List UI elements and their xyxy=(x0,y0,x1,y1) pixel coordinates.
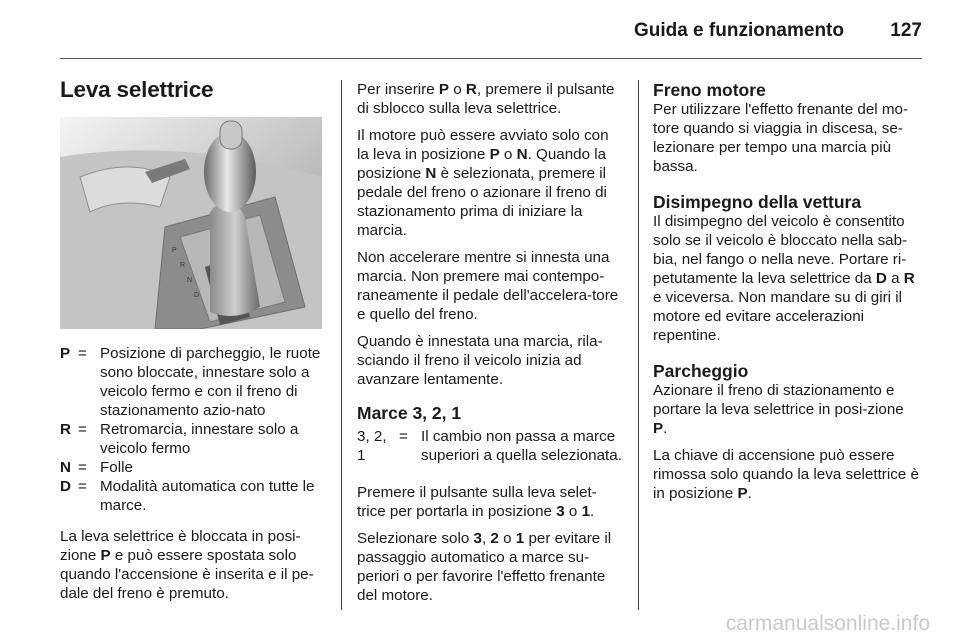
paragraph: Azionare il freno di stazionamento e portare la leva selettrice in posi-zione P. xyxy=(653,382,904,437)
column-1 xyxy=(60,74,324,611)
definition-text: Folle xyxy=(100,459,133,476)
svg-text:N: N xyxy=(187,277,193,284)
definition-equals: = xyxy=(78,459,87,476)
svg-text:D: D xyxy=(194,292,200,299)
definition-key: N xyxy=(60,459,71,476)
paragraph: Premere il pulsante sulla leva selet-trice per portarla in posizione 3 o 1. xyxy=(357,484,597,520)
subsection-heading: Parcheggio xyxy=(653,361,749,381)
paragraph: Non accelerare mentre si innesta una marcia. Non premere mai contempo-raneamente il pedale dell'accelera-tore e quello del freno. xyxy=(357,249,619,323)
watermark: carmanualsonline.info xyxy=(725,612,930,635)
paragraph: Per utilizzare l'effetto frenante del mo-tore quando si viaggia in discesa, se-lezionare per tempo una marcia più bassa. xyxy=(653,101,909,175)
definition-key: 3, 2, 1 xyxy=(357,428,387,464)
page-number: 127 xyxy=(890,20,922,41)
subsection-heading: Marce 3, 2, 1 xyxy=(357,403,462,423)
paragraph: La chiave di accensione può essere rimossa solo quando la leva selettrice è in posizione P. xyxy=(653,447,919,502)
definition-row xyxy=(60,344,324,420)
definition-row xyxy=(60,420,324,458)
svg-text:R: R xyxy=(180,262,186,269)
paragraph: Il disimpegno del veicolo è consentito solo se il veicolo è bloccato nella sab-bia, nel fango o nella neve. Portare ri-petutamente la leva selettrice da D a R e viceversa. Non mandare su di giri il motore ed evitare accelerazioni repentine. xyxy=(653,213,915,344)
column-divider xyxy=(341,80,342,610)
definition-row xyxy=(60,477,324,515)
definition-key: D xyxy=(60,478,71,495)
paragraph: Quando è innestata una marcia, rila-sciando il freno il veicolo inizia ad avanzare lentamente. xyxy=(357,333,603,388)
header-title: Guida e funzionamento xyxy=(633,20,844,41)
definition-equals: = xyxy=(78,421,87,438)
definition-equals: = xyxy=(399,428,408,445)
paragraph: Selezionare solo 3, 2 o 1 per evitare il passaggio automatico a marce su-periori o per favorire l'effetto frenante del motore. xyxy=(357,530,612,604)
subsection-heading: Freno motore xyxy=(653,80,766,100)
column-3 xyxy=(653,80,921,511)
definition-row xyxy=(60,458,324,477)
definition-row xyxy=(357,427,623,465)
definition-text: Posizione di parcheggio, le ruote sono bloccate, innestare solo a veicolo fermo e con il freno di stazionamento azio-nato xyxy=(100,345,321,419)
paragraph: La leva selettrice è bloccata in posi-zione P e può essere spostata solo quando l'accensione è inserita e il pe-dale del freno è premuto. xyxy=(60,528,314,602)
definition-key: P xyxy=(60,345,71,362)
gear-selector-illustration xyxy=(60,117,322,329)
definition-text: Il cambio non passa a marce superiori a quella selezionata. xyxy=(421,428,622,464)
svg-text:P: P xyxy=(172,247,177,254)
definition-key: R xyxy=(60,421,71,438)
column-2 xyxy=(357,80,623,613)
subsection-heading: Disimpegno della vettura xyxy=(653,192,862,212)
paragraph: Il motore può essere avviato solo con la leva in posizione P o N. Quando la posizione N è selezionata, premere il pedale del freno o azionare il freno di stazionamento prima di iniziare la marcia. xyxy=(357,127,609,239)
column-divider xyxy=(638,80,639,610)
definition-text: Modalità automatica con tutte le marce. xyxy=(100,478,315,514)
paragraph: Per inserire P o R, premere il pulsante di sblocco sulla leva selettrice. xyxy=(357,81,615,117)
definition-equals: = xyxy=(78,478,87,495)
section-heading: Leva selettrice xyxy=(60,77,214,102)
definition-equals: = xyxy=(78,345,87,362)
header-rule xyxy=(60,58,922,59)
definition-text: Retromarcia, innestare solo a veicolo fermo xyxy=(100,421,299,457)
